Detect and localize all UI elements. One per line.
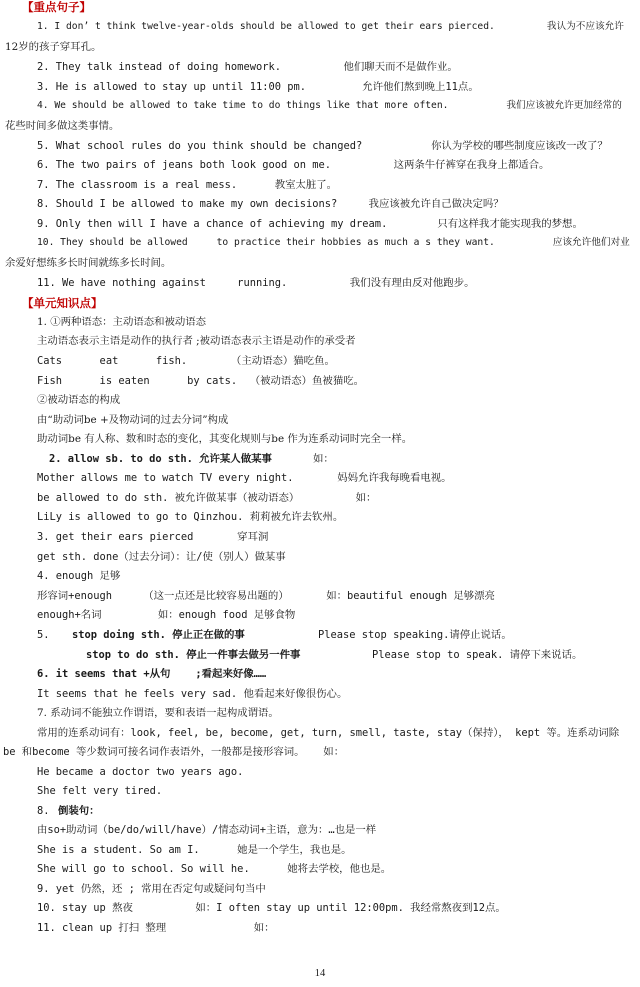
point-2-example-label: 如： bbox=[313, 453, 334, 465]
point-8-title: 倒装句： bbox=[58, 805, 100, 817]
point-6-example: It seems that he feels very sad. 他看起来好像很伤心。 bbox=[37, 688, 348, 700]
point-7-title: 7. 系动词不能独立作谓语，要和表语一起构成谓语。 bbox=[37, 707, 279, 719]
sentence-9: 9. Only then will I have a chance of achieving my dream. 只有这样我才能实现我的梦想。 bbox=[37, 218, 583, 230]
point-11: 11. clean up 打扫 整理 如： bbox=[37, 922, 275, 934]
point-5-number: 5. bbox=[37, 629, 50, 641]
sentence-1: 1. I don’ t think twelve-year-olds should be allowed to get their ears pierced. 我认为不应该允许 bbox=[37, 21, 624, 32]
sentence-10: 10. They should be allowed to practice their hobbies as much a s they want. 应该允许他们对业 bbox=[37, 237, 630, 248]
point-10: 10. stay up 熬夜 如：I often stay up until 12:00pm. 我经常熬夜到12点。 bbox=[37, 902, 506, 914]
point-7-example-2: She felt very tired. bbox=[37, 785, 163, 797]
section-title-key-sentences: 【重点句子】 bbox=[22, 0, 91, 14]
point-7-example-1: He became a doctor two years ago. bbox=[37, 766, 244, 778]
point-8-rule: 由so+助动词（be/do/will/have）/情态动词+主语，意为：…也是一样 bbox=[37, 824, 377, 836]
point-2-passive: be allowed to do sth. 被允许做某事（被动语态） 如： bbox=[37, 492, 377, 504]
point-5-stop-to-do: stop to do sth. 停止一件事去做另一件事 bbox=[86, 649, 301, 661]
point-1-title: 1. ①两种语态：主动语态和被动语态 bbox=[37, 316, 207, 328]
sentence-11: 11. We have nothing against running. 我们没有理由反对他跑步。 bbox=[37, 277, 475, 289]
point-6-title: 6. it seems that +从句 ;看起来好像…… bbox=[37, 668, 267, 680]
page-number: 14 bbox=[314, 968, 326, 979]
point-3-desc: get sth. done（过去分词）：让/使（别人）做某事 bbox=[37, 551, 286, 563]
point-2-title: 2. allow sb. to do sth. 允许某人做某事 bbox=[49, 453, 272, 465]
point-2-example-1: Mother allows me to watch TV every night. 妈妈允许我每晚看电视。 bbox=[37, 472, 452, 484]
point-4-noun: enough+名词 如：enough food 足够食物 bbox=[37, 609, 296, 621]
sentence-6: 6. The two pairs of jeans both look good on me. 这两条牛仔裤穿在我身上都适合。 bbox=[37, 159, 550, 171]
sentence-7: 7. The classroom is a real mess. 教室太脏了。 bbox=[37, 179, 338, 191]
point-3-title: 3. get their ears pierced 穿耳洞 bbox=[37, 531, 269, 543]
point-2-example-2: LiLy is allowed to go to Qinzhou. 莉莉被允许去钦州。 bbox=[37, 511, 344, 523]
point-4-adj: 形容词+enough （这一点还是比较容易出题的） 如：beautiful enough 足够漂亮 bbox=[37, 590, 495, 602]
sentence-3: 3. He is allowed to stay up until 11:00 pm. 允许他们熬到晚上11点。 bbox=[37, 81, 479, 93]
sentence-8: 8. Should I be allowed to make my own decisions? 我应该被允许自己做决定吗？ bbox=[37, 198, 504, 210]
sentence-2: 2. They talk instead of doing homework. 他们聊天而不是做作业。 bbox=[37, 61, 458, 73]
point-1-example-active: Cats eat fish. （主动语态）猫吃鱼。 bbox=[37, 355, 335, 367]
point-9: 9. yet 仍然，还 ; 常用在否定句或疑问句当中 bbox=[37, 883, 266, 895]
point-8-example-1: She is a student. So am I. 她是一个学生，我也是。 bbox=[37, 844, 352, 856]
sentence-4: 4. We should be allowed to take time to do things like that more often. 我们应该被允许更加经常的 bbox=[37, 100, 622, 111]
point-4-title: 4. enough 足够 bbox=[37, 570, 121, 582]
point-5-stop-doing-example: Please stop speaking.请停止说话。 bbox=[318, 629, 512, 641]
point-1-desc: 主动语态表示主语是动作的执行者 ;被动语态表示主语是动作的承受者 bbox=[37, 335, 356, 347]
point-8-number: 8. bbox=[37, 805, 50, 817]
point-1-sub-title: ②被动语态的构成 bbox=[37, 394, 121, 406]
sentence-4-cont: 花些时间多做这类事情。 bbox=[5, 120, 120, 132]
point-1-rule: 由“助动词be +及物动词的过去分词”构成 bbox=[37, 414, 229, 426]
sentence-10-cont: 余爱好想练多长时间就练多长时间。 bbox=[5, 257, 172, 269]
point-7-list-cont: be 和become 等少数词可接名词作表语外，一般都是接形容词。 如： bbox=[3, 746, 345, 758]
sentence-1-cont: 12岁的孩子穿耳孔。 bbox=[5, 41, 102, 53]
point-5-stop-doing: stop doing sth. 停止正在做的事 bbox=[72, 629, 245, 641]
point-7-list: 常用的连系动词有：look, feel, be, become, get, turn, smell, taste, stay（保持）， kept 等。连系动词除 bbox=[37, 727, 620, 739]
point-1-note: 助动词be 有人称、数和时态的变化，其变化规则与be 作为连系动词时完全一样。 bbox=[37, 433, 413, 445]
point-1-example-passive: Fish is eaten by cats. （被动语态）鱼被猫吃。 bbox=[37, 375, 364, 387]
point-5-stop-to-do-example: Please stop to speak. 请停下来说话。 bbox=[372, 649, 583, 661]
section-title-knowledge-points: 【单元知识点】 bbox=[22, 296, 103, 310]
point-8-example-2: She will go to school. So will he. 她将去学校，他也是。 bbox=[37, 863, 392, 875]
sentence-5: 5. What school rules do you think should be changed? 你认为学校的哪些制度应该改一改了？ bbox=[37, 140, 608, 152]
